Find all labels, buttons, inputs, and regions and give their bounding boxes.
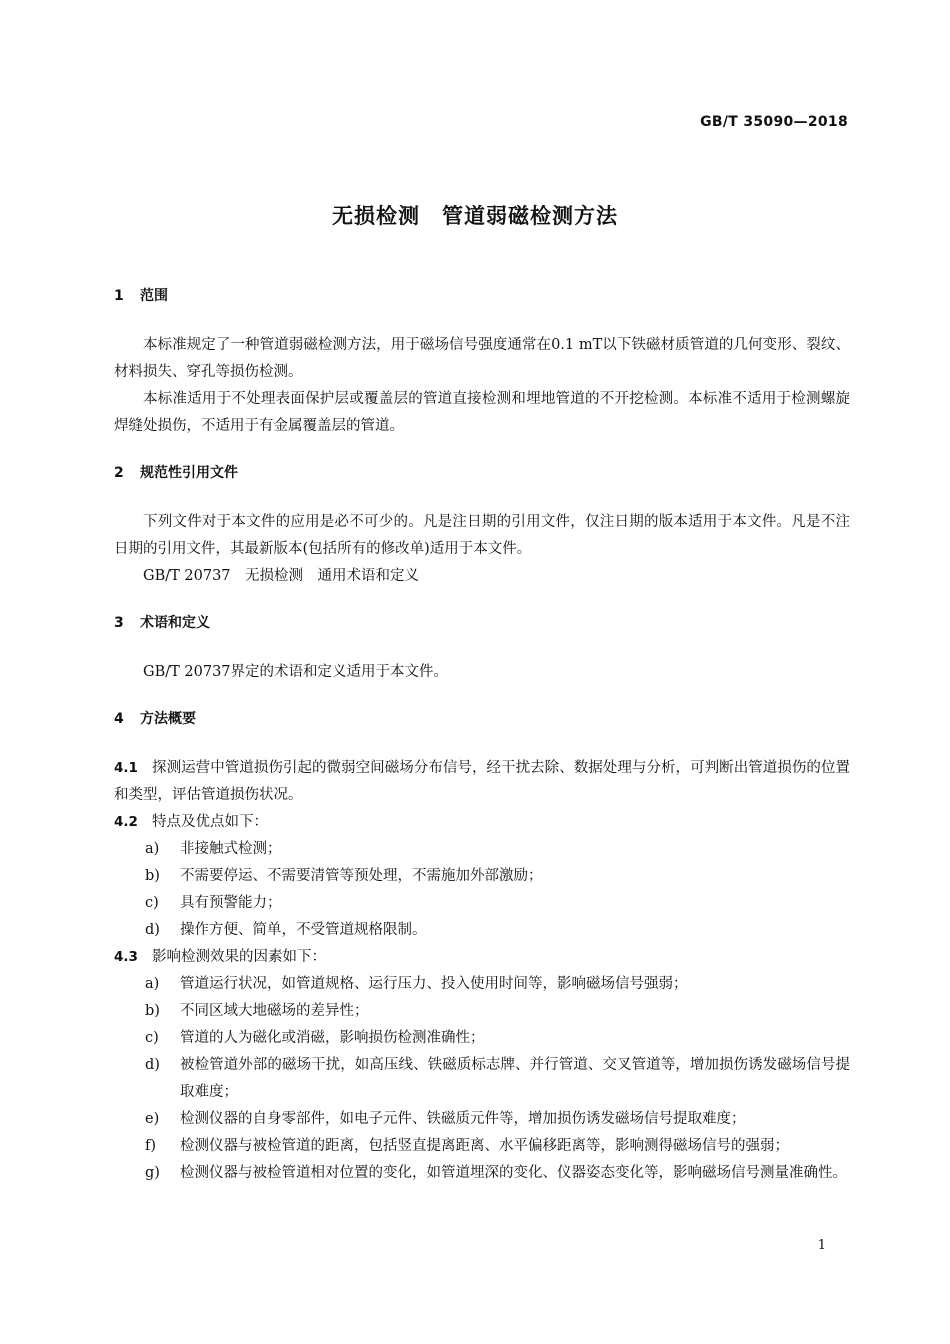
list-item xyxy=(114,1133,850,1160)
list-marker: a) xyxy=(145,841,160,857)
clause-text: 特点及优点如下： xyxy=(152,814,268,830)
list-item xyxy=(114,917,850,944)
clause-number: 4.2 xyxy=(114,814,138,830)
list-text: 操作方便、简单，不受管道规格限制。 xyxy=(180,922,427,938)
section-title: 范围 xyxy=(140,288,168,304)
section-title: 规范性引用文件 xyxy=(140,465,238,481)
list-marker: d) xyxy=(145,922,160,938)
section-heading-terms-definitions xyxy=(114,610,850,637)
clause-text: 探测运营中管道损伤引起的微弱空间磁场分布信号，经干扰去除、数据处理与分析，可判断出管道损伤的位置和类型，评估管道损伤状况。 xyxy=(114,760,850,803)
page-number: 1 xyxy=(817,1238,826,1253)
clause-4-2 xyxy=(114,809,850,836)
paragraph: 下列文件对于本文件的应用是必不可少的。凡是注日期的引用文件，仅注日期的版本适用于本文件。凡是不注日期的引用文件，其最新版本(包括所有的修改单)适用于本文件。 xyxy=(114,514,850,557)
list-text: 检测仪器与被检管道的距离，包括竖直提离距离、水平偏移距离等，影响测得磁场信号的强弱； xyxy=(180,1138,789,1154)
paragraph: GB/T 20737界定的术语和定义适用于本文件。 xyxy=(143,664,449,680)
list-item xyxy=(114,836,850,863)
list-marker: g) xyxy=(145,1165,160,1181)
list-text: 不同区域大地磁场的差异性； xyxy=(180,1003,369,1019)
clause-4-3 xyxy=(114,944,850,971)
clause-text: 影响检测效果的因素如下： xyxy=(152,949,326,965)
list-text: 被检管道外部的磁场干扰，如高压线、铁磁质标志牌、并行管道、交叉管道等，增加损伤诱发磁场信号提取难度； xyxy=(180,1057,850,1100)
list-marker: b) xyxy=(145,868,160,884)
list-item xyxy=(114,998,850,1025)
section-number: 2 xyxy=(114,465,124,481)
list-marker: e) xyxy=(145,1111,160,1127)
list-marker: f) xyxy=(145,1138,157,1154)
document-body xyxy=(114,283,850,1187)
clause-number: 4.3 xyxy=(114,949,138,965)
document-title: 无损检测 管道弱磁检测方法 xyxy=(332,204,618,228)
section-title: 术语和定义 xyxy=(140,615,210,631)
list-text: 管道运行状况，如管道规格、运行压力、投入使用时间等，影响磁场信号强弱； xyxy=(180,976,688,992)
paragraph: 本标准规定了一种管道弱磁检测方法，用于磁场信号强度通常在0.1 mT以下铁磁材质管道的几何变形、裂纹、材料损失、穿孔等损伤检测。 xyxy=(114,337,850,380)
list-marker: d) xyxy=(145,1057,160,1073)
list-item xyxy=(114,1106,850,1133)
section-heading-scope xyxy=(114,283,850,310)
list-item xyxy=(114,1025,850,1052)
list-item xyxy=(114,863,850,890)
list-marker: b) xyxy=(145,1003,160,1019)
list-item xyxy=(114,1160,850,1187)
list-marker: a) xyxy=(145,976,160,992)
standard-id: GB/T 35090—2018 xyxy=(700,114,848,130)
list-text: 具有预警能力； xyxy=(180,895,282,911)
section-heading-normative-references xyxy=(114,460,850,487)
list-item xyxy=(114,1052,850,1106)
section-heading-method-overview xyxy=(114,706,850,733)
clause-4-1 xyxy=(114,755,850,809)
section-number: 1 xyxy=(114,288,124,304)
section-title: 方法概要 xyxy=(140,711,196,727)
paragraph: 本标准适用于不处理表面保护层或覆盖层的管道直接检测和埋地管道的不开挖检测。本标准不适用于检测螺旋焊缝处损伤，不适用于有金属覆盖层的管道。 xyxy=(114,391,850,434)
list-marker: c) xyxy=(145,1030,159,1046)
list-text: 非接触式检测； xyxy=(180,841,282,857)
list-item xyxy=(114,890,850,917)
section-number: 4 xyxy=(114,711,124,727)
list-marker: c) xyxy=(145,895,159,911)
list-text: 不需要停运、不需要清管等预处理，不需施加外部激励； xyxy=(180,868,543,884)
reference-entry: GB/T 20737 无损检测 通用术语和定义 xyxy=(143,568,420,584)
list-text: 检测仪器与被检管道相对位置的变化，如管道埋深的变化、仪器姿态变化等，影响磁场信号测量准确性。 xyxy=(180,1165,847,1181)
list-text: 检测仪器的自身零部件，如电子元件、铁磁质元件等，增加损伤诱发磁场信号提取难度； xyxy=(180,1111,746,1127)
section-number: 3 xyxy=(114,615,124,631)
clause-number: 4.1 xyxy=(114,760,138,776)
list-item xyxy=(114,971,850,998)
list-text: 管道的人为磁化或消磁，影响损伤检测准确性； xyxy=(180,1030,485,1046)
